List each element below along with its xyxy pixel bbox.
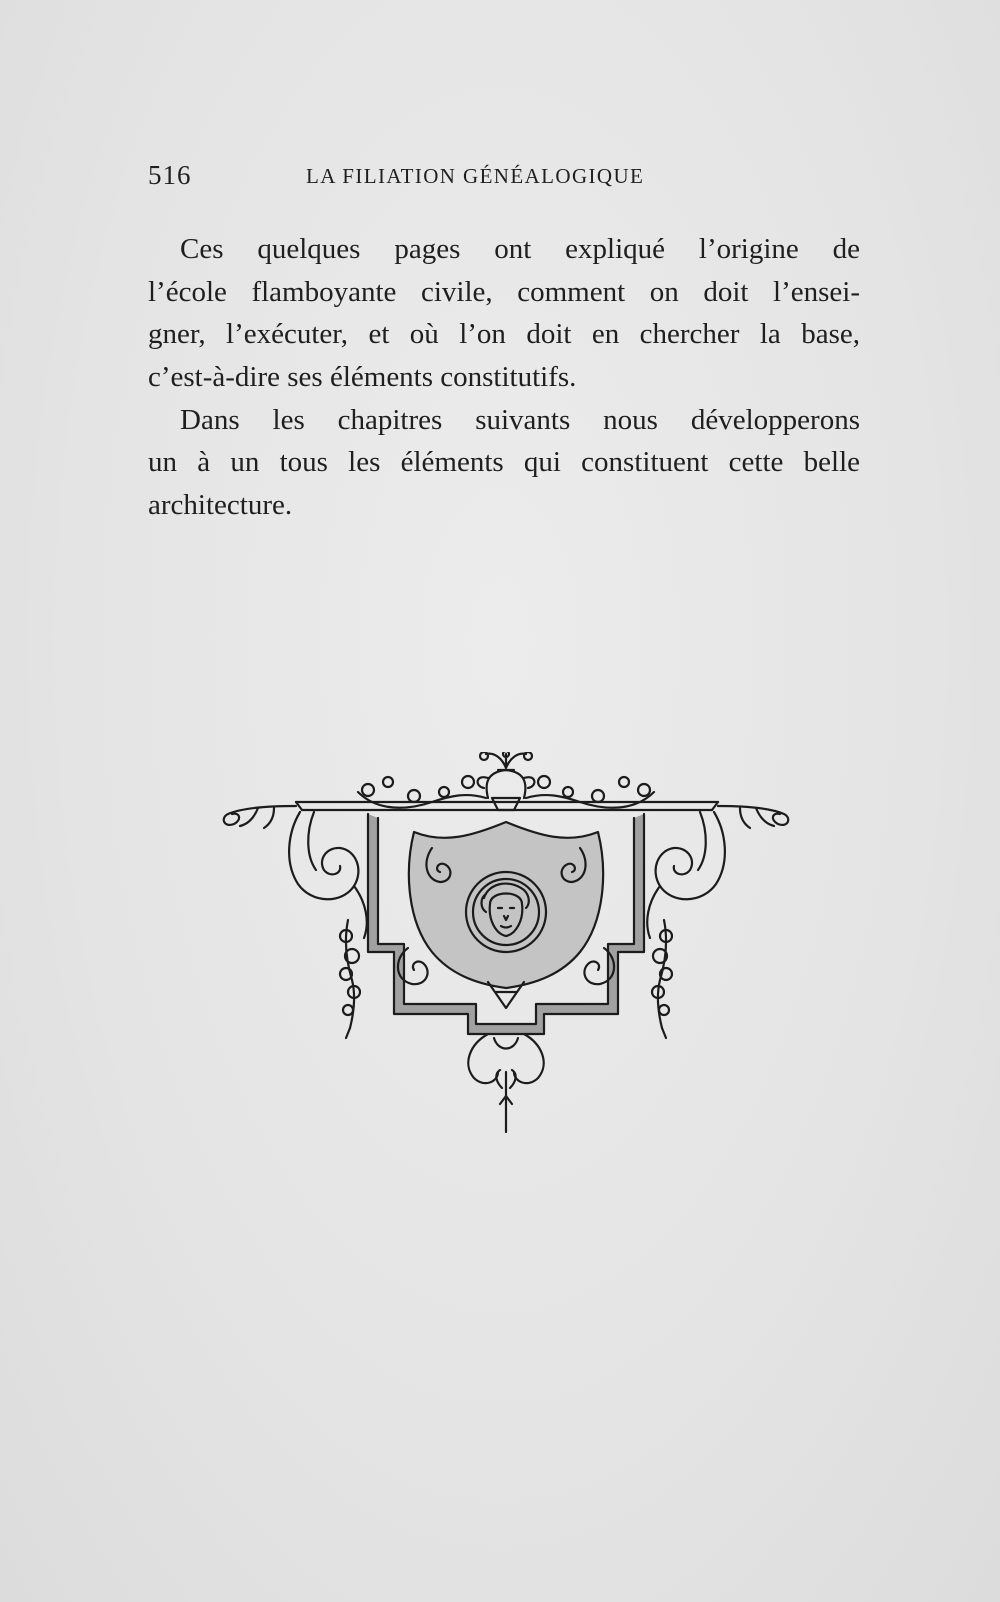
text-line: Dans les chapitres suivants nous développerons (180, 403, 860, 436)
text-line: c’est-à-dire ses éléments constitutifs. (148, 361, 577, 394)
text-line: un à un tous les éléments qui constituent cette belle (148, 446, 860, 479)
body-text (148, 228, 860, 527)
cul-de-lampe-ornament-icon (218, 752, 798, 1152)
text-line: Ces quelques pages ont expliqué l’origine de (180, 233, 860, 265)
page-header (148, 160, 860, 196)
text-line: gner, l’exécuter, et où l’on doit en chercher la base, (148, 318, 860, 351)
page-number: 516 (148, 160, 192, 190)
text-line: architecture. (148, 489, 293, 522)
text-line: l’école flamboyante civile, comment on doit l’ensei- (148, 275, 860, 308)
running-title: LA FILIATION GÉNÉALOGIQUE (306, 164, 645, 188)
